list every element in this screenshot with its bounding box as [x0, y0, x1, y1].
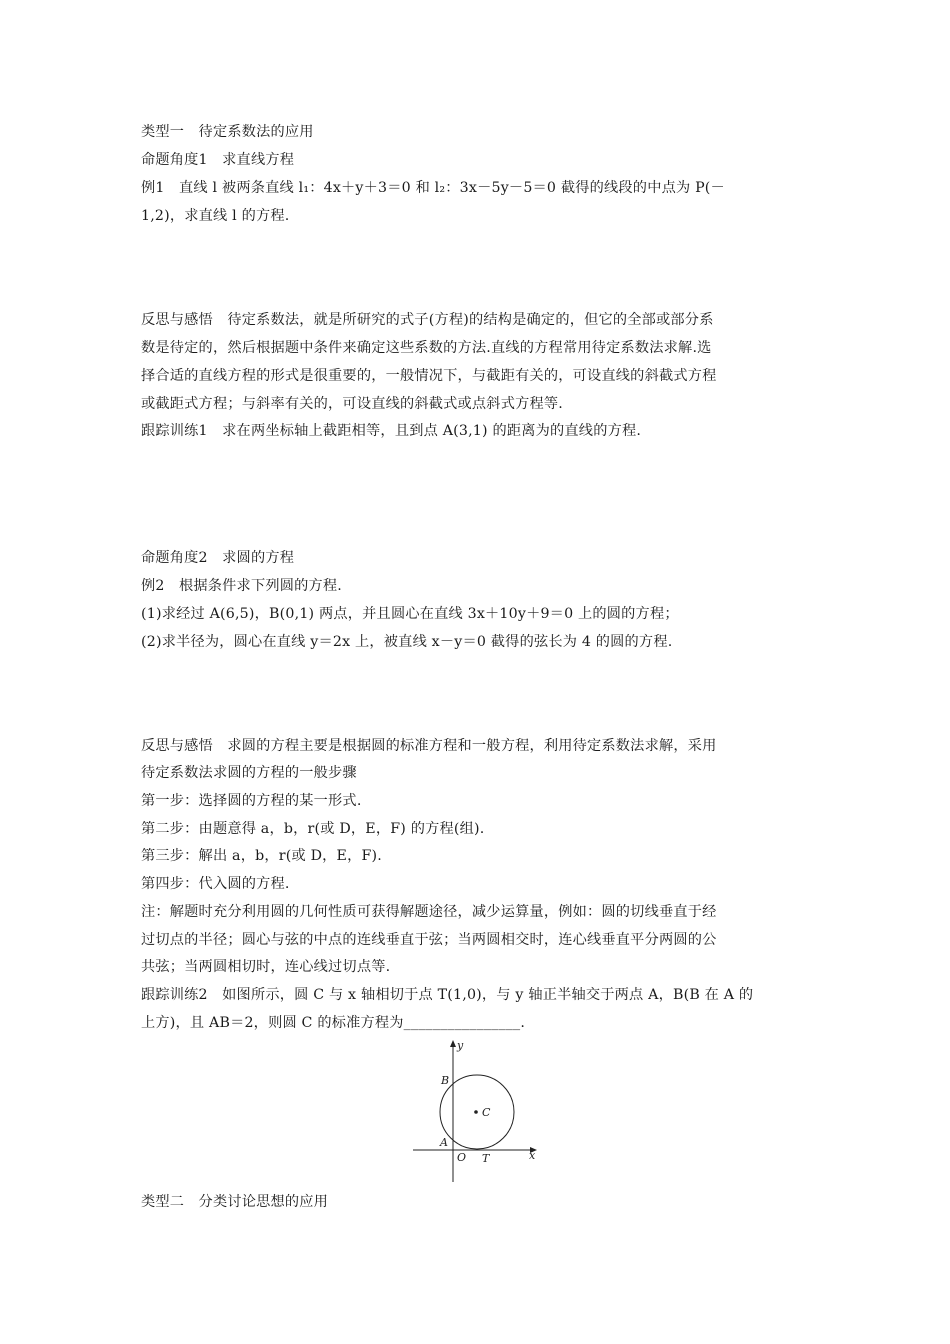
example2-part1: (1)求经过 A(6,5)，B(0,1) 两点，并且圆心在直线 3x＋10y＋9＝0 上的圆的方程； — [141, 606, 679, 622]
subheading-angle2: 命题角度2 求圆的方程 — [141, 550, 295, 566]
step2: 第二步：由题意得 a，b，r(或 D，E，F) 的方程(组). — [141, 821, 485, 837]
step3: 第三步：解出 a，b，r(或 D，E，F). — [141, 848, 382, 864]
circle-figure — [405, 1036, 555, 1186]
y-axis-arrow — [450, 1040, 456, 1047]
exercise2-line1: 跟踪训练2 如图所示，圆 C 与 x 轴相切于点 T(1,0)，与 y 轴正半轴交于两点 A，B(B 在 A 的 — [141, 987, 754, 1003]
label-o: O — [457, 1151, 467, 1164]
reflection2-line1: 反思与感悟 求圆的方程主要是根据圆的标准方程和一般方程，利用待定系数法求解，采用 — [141, 738, 717, 754]
subheading-angle1: 命题角度1 求直线方程 — [141, 152, 295, 168]
example1-line2: 1,2)，求直线 l 的方程. — [141, 208, 290, 224]
step4: 第四步：代入圆的方程. — [141, 876, 290, 892]
label-a: A — [440, 1136, 448, 1149]
reflection1-line1: 反思与感悟 待定系数法，就是所研究的式子(方程)的结构是确定的，但它的全部或部分系 — [141, 312, 714, 328]
section-heading-type1: 类型一 待定系数法的应用 — [141, 124, 314, 140]
label-y: y — [457, 1039, 464, 1052]
note-line3: 共弦；当两圆相切时，连心线过切点等. — [141, 959, 391, 975]
label-c: C — [482, 1106, 491, 1119]
reflection2-line2: 待定系数法求圆的方程的一般步骤 — [141, 765, 357, 781]
note-line1: 注：解题时充分利用圆的几何性质可获得解题途径，减少运算量，例如：圆的切线垂直于经 — [141, 904, 717, 920]
example2-part2: (2)求半径为，圆心在直线 y＝2x 上，被直线 x－y＝0 截得的弦长为 4 的圆的方程. — [141, 634, 673, 650]
label-x: x — [529, 1149, 536, 1162]
exercise1: 跟踪训练1 求在两坐标轴上截距相等，且到点 A(3,1) 的距离为的直线的方程. — [141, 423, 642, 439]
section-heading-type2: 类型二 分类讨论思想的应用 — [141, 1194, 329, 1210]
exercise2-line2: 上方)，且 AB＝2，则圆 C 的标准方程为________________. — [141, 1015, 526, 1031]
label-t: T — [482, 1152, 490, 1165]
example2-intro: 例2 根据条件求下列圆的方程. — [141, 578, 342, 594]
reflection1-line4: 或截距式方程；与斜率有关的，可设直线的斜截式或点斜式方程等. — [141, 396, 563, 412]
center-point — [474, 1110, 478, 1114]
step1: 第一步：选择圆的方程的某一形式. — [141, 793, 362, 809]
label-b: B — [441, 1074, 450, 1087]
reflection1-line2: 数是待定的，然后根据题中条件来确定这些系数的方法.直线的方程常用待定系数法求解.选 — [141, 340, 712, 356]
example1-line1: 例1 直线 l 被两条直线 l₁：4x＋y＋3＝0 和 l₂：3x－5y－5＝0 截得的线段的中点为 P(－ — [141, 180, 725, 196]
reflection1-line3: 择合适的直线方程的形式是很重要的，一般情况下，与截距有关的，可设直线的斜截式方程 — [141, 368, 717, 384]
note-line2: 过切点的半径；圆心与弦的中点的连线垂直于弦；当两圆相交时，连心线垂直平分两圆的公 — [141, 932, 717, 948]
